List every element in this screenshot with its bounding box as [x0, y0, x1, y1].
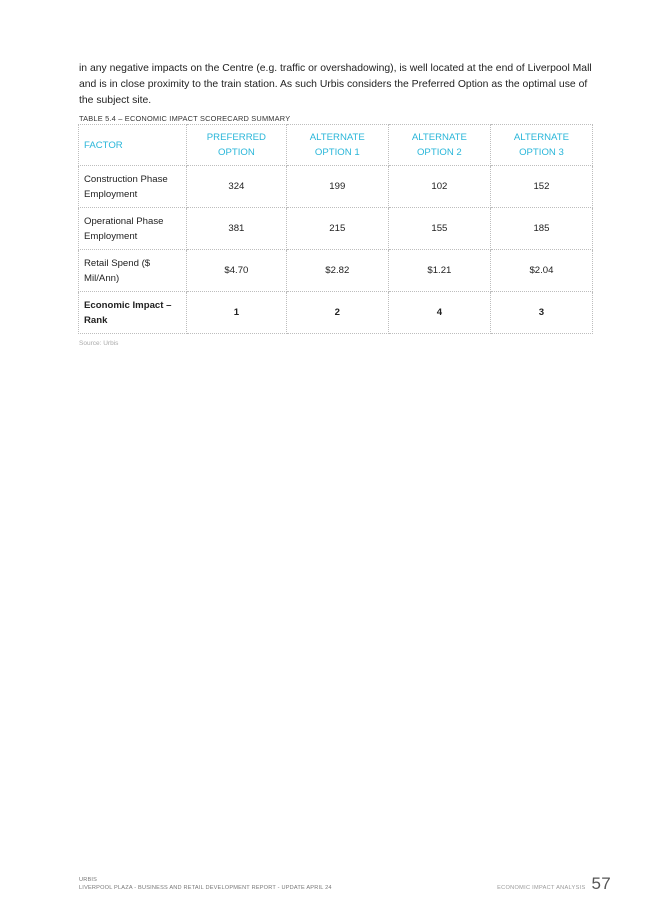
table-source-note: Source: Urbis: [79, 340, 119, 347]
header-alternate-option-3: ALTERNATE OPTION 3: [490, 125, 592, 166]
row-label: Retail Spend ($ Mil/Ann): [79, 250, 187, 292]
table-cell: 2: [286, 292, 388, 334]
header-alternate-option-1: ALTERNATE OPTION 1: [286, 125, 388, 166]
row-label: Economic Impact – Rank: [79, 292, 187, 334]
footer-document-title: LIVERPOOL PLAZA - BUSINESS AND RETAIL DEVELOPMENT REPORT - UPDATE APRIL 24: [79, 885, 332, 891]
footer-section-title: ECONOMIC IMPACT ANALYSIS: [497, 885, 586, 891]
table-cell: 215: [286, 208, 388, 250]
intro-paragraph: in any negative impacts on the Centre (e.g. traffic or overshadowing), is well located at the end of Liverpool Mall and is in close proximity to the train station. As such Urbis considers the Preferred Option as the optimal use of the subject site.: [79, 63, 592, 106]
table-header-row: [79, 125, 593, 166]
footer-right: [497, 874, 611, 894]
footer-left: [79, 876, 332, 892]
table-row: [79, 208, 593, 250]
table-row: [79, 166, 593, 208]
table-cell: 381: [187, 208, 287, 250]
table-cell: $4.70: [187, 250, 287, 292]
table-cell: 152: [490, 166, 592, 208]
table-row-rank: [79, 292, 593, 334]
footer-org: URBIS: [79, 877, 98, 883]
header-factor: FACTOR: [79, 125, 187, 166]
table-cell: 324: [187, 166, 287, 208]
table-caption: TABLE 5.4 – ECONOMIC IMPACT SCORECARD SUMMARY: [79, 114, 291, 123]
header-preferred-option: PREFERRED OPTION: [187, 125, 287, 166]
table-cell: 4: [388, 292, 490, 334]
table-cell: 3: [490, 292, 592, 334]
row-label: Operational Phase Employment: [79, 208, 187, 250]
table-cell: 199: [286, 166, 388, 208]
row-label: Construction Phase Employment: [79, 166, 187, 208]
table-cell: $1.21: [388, 250, 490, 292]
table-cell: 102: [388, 166, 490, 208]
header-alternate-option-2: ALTERNATE OPTION 2: [388, 125, 490, 166]
table-cell: 1: [187, 292, 287, 334]
table-cell: $2.82: [286, 250, 388, 292]
page-number: 57: [591, 874, 611, 893]
table-row: [79, 250, 593, 292]
table-cell: $2.04: [490, 250, 592, 292]
economic-impact-scorecard-table: [78, 124, 593, 334]
table-cell: 155: [388, 208, 490, 250]
table-cell: 185: [490, 208, 592, 250]
